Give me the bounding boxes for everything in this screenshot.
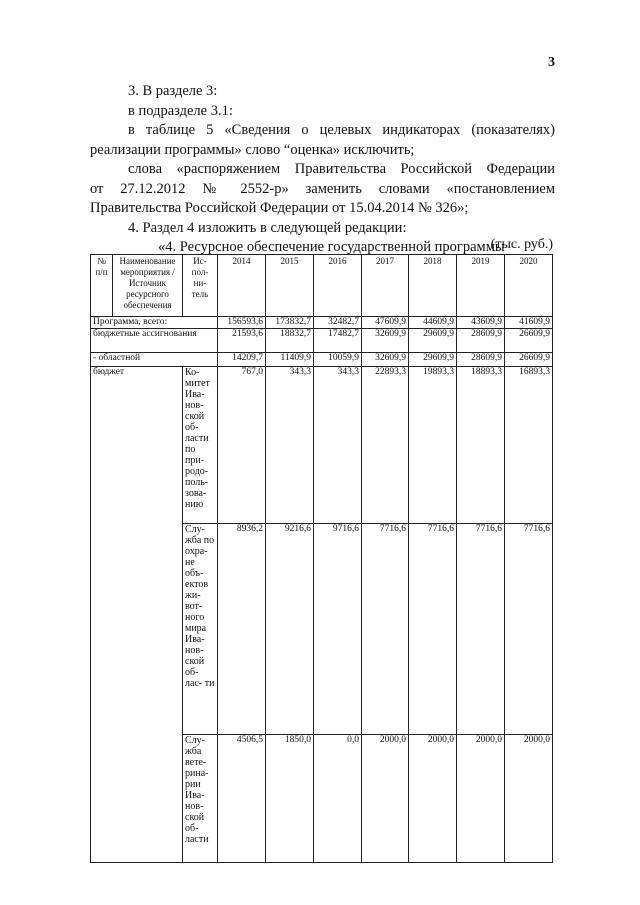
row-label-continued: бюджет — [91, 367, 183, 863]
cell-value: 8936,2 — [218, 524, 266, 735]
header-name: Наименование мероприятия / Источник ресурсного обеспечения — [113, 255, 183, 317]
cell-value: 767,0 — [218, 367, 266, 524]
row-label: Программа, всего: — [91, 317, 218, 329]
section-3-paragraph: 3. В разделе 3: — [128, 83, 218, 99]
cell-value: 0,0 — [314, 735, 362, 863]
cell-value: 9216,6 — [266, 524, 314, 735]
cell-value: 9716,6 — [314, 524, 362, 735]
table5-line-1: в таблице 5 «Сведения о целевых индикаторах (показателях) — [128, 122, 555, 138]
header-year: 2014 — [218, 255, 266, 317]
words-line-2: от 27.12.2012 № 2552-р» заменить словами «постановлением — [90, 180, 555, 197]
section-4-heading: «4. Ресурсное обеспечение государственной программы — [158, 239, 505, 255]
cell-value: 17482,7 — [314, 329, 362, 353]
row-label: - областной — [91, 353, 218, 367]
header-year: 2018 — [409, 255, 457, 317]
cell-value: 2000,0 — [457, 735, 505, 863]
header-year: 2017 — [362, 255, 409, 317]
cell-value: 2000,0 — [362, 735, 409, 863]
table-header-row — [91, 255, 553, 317]
header-num: № п/п — [91, 255, 113, 317]
cell-value: 156593,6 — [218, 317, 266, 329]
table5-line-2: реализации программы» слово “оценка» исключить; — [90, 141, 415, 158]
subsection-3-1-paragraph: в подразделе 3.1: — [128, 102, 233, 119]
cell-value: 22893,3 — [362, 367, 409, 524]
table-row-executor — [91, 367, 553, 524]
resource-table — [90, 254, 553, 863]
header-year: 2019 — [457, 255, 505, 317]
cell-value: 1850,0 — [266, 735, 314, 863]
cell-value: 47609,9 — [362, 317, 409, 329]
cell-value: 7716,6 — [505, 524, 553, 735]
words-line-3: Правительства Российской Федерации от 15.04.2014 № 326»; — [90, 200, 469, 216]
cell-value: 2000,0 — [409, 735, 457, 863]
cell-value: 26609,9 — [505, 329, 553, 353]
cell-value: 2000,0 — [505, 735, 553, 863]
cell-value: 7716,6 — [409, 524, 457, 735]
cell-value: 16893,3 — [505, 367, 553, 524]
cell-value: 7716,6 — [362, 524, 409, 735]
cell-value: 4506,5 — [218, 735, 266, 863]
cell-value: 14209,7 — [218, 353, 266, 367]
table-row-budget — [91, 329, 553, 353]
cell-value: 32609,9 — [362, 353, 409, 367]
page-number: 3 — [548, 55, 555, 70]
cell-value: 32609,9 — [362, 329, 409, 353]
cell-value: 7716,6 — [457, 524, 505, 735]
cell-value: 343,3 — [314, 367, 362, 524]
section-4-paragraph: 4. Раздел 4 изложить в следующей редакции: — [128, 219, 407, 236]
cell-value: 28609,9 — [457, 353, 505, 367]
table-row-regional — [91, 353, 553, 367]
cell-value: 19893,3 — [409, 367, 457, 524]
header-year: 2015 — [266, 255, 314, 317]
cell-value: 11409,9 — [266, 353, 314, 367]
executor-name: Слу- жба по охра- не объ- ектов жи- вот- ного мира Ива- нов- ской об- лас- ти — [183, 524, 218, 735]
row-label: бюджетные ассигнования — [91, 329, 218, 353]
cell-value: 21593,6 — [218, 329, 266, 353]
cell-value: 29609,9 — [409, 329, 457, 353]
amendment-text — [90, 82, 555, 258]
cell-value: 18893,3 — [457, 367, 505, 524]
units-label: (тыс. руб.) — [490, 237, 553, 252]
cell-value: 26609,9 — [505, 353, 553, 367]
header-year: 2020 — [505, 255, 553, 317]
cell-value: 173832,7 — [266, 317, 314, 329]
cell-value: 28609,9 — [457, 329, 505, 353]
header-year: 2016 — [314, 255, 362, 317]
cell-value: 43609,9 — [457, 317, 505, 329]
executor-name: Ко- митет Ива- нов- ской об- ласти по при- родо- поль- зова- нию — [183, 367, 218, 524]
header-executor: Ис- пол- ни- тель — [183, 255, 218, 317]
executor-name: Слу- жба вете- рина- рии Ива- нов- ской об- ласти — [183, 735, 218, 863]
cell-value: 29609,9 — [409, 353, 457, 367]
cell-value: 32482,7 — [314, 317, 362, 329]
words-line-1: слова «распоряжением Правительства Российской Федерации — [128, 161, 555, 177]
cell-value: 18832,7 — [266, 329, 314, 353]
cell-value: 10059,9 — [314, 353, 362, 367]
table-row-total — [91, 317, 553, 329]
cell-value: 41609,9 — [505, 317, 553, 329]
cell-value: 343,3 — [266, 367, 314, 524]
cell-value: 44609,9 — [409, 317, 457, 329]
